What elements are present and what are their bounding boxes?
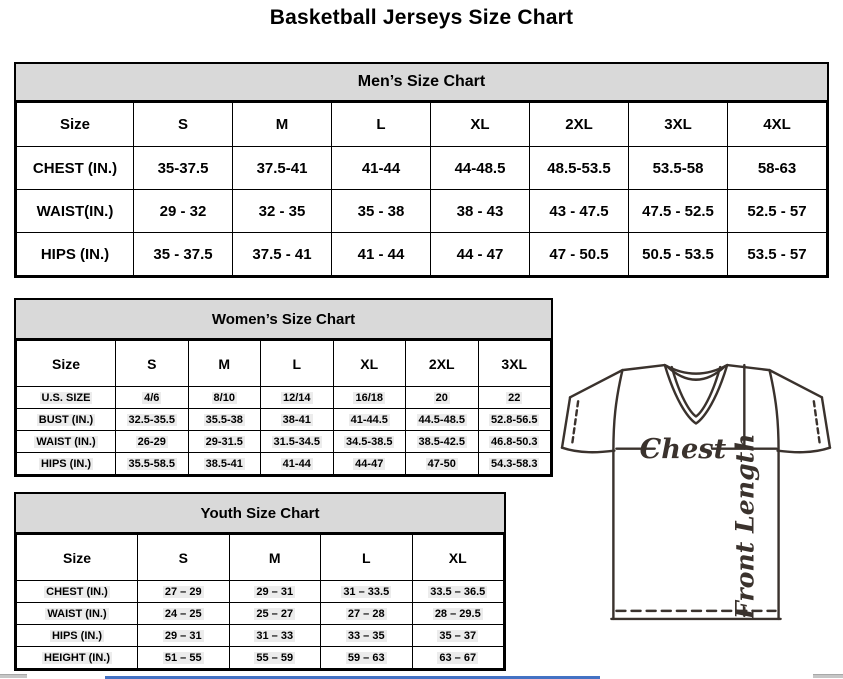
row-label: BUST (IN.) — [17, 409, 116, 431]
column-header: M — [233, 103, 332, 147]
column-header: Size — [17, 535, 138, 581]
size-value-cell: 28 – 29.5 — [412, 603, 504, 625]
size-value-cell: 12/14 — [261, 387, 334, 409]
jersey-outline-icon — [560, 360, 837, 624]
size-value-cell: 27 – 28 — [321, 603, 413, 625]
row-label: WAIST (IN.) — [17, 431, 116, 453]
size-value-cell: 46.8-50.3 — [478, 431, 551, 453]
size-value-cell: 44 - 47 — [431, 233, 530, 276]
column-header: XL — [431, 103, 530, 147]
size-value-cell: 33 – 35 — [321, 625, 413, 647]
size-value-cell: 31.5-34.5 — [261, 431, 334, 453]
column-header: 3XL — [478, 341, 551, 387]
size-value-cell: 31 – 33 — [229, 625, 321, 647]
youth-header-row — [17, 535, 504, 581]
size-value-cell: 35.5-58.5 — [116, 453, 189, 475]
mens-size-table — [16, 102, 827, 276]
table-row — [17, 387, 551, 409]
jersey-measurement-diagram — [560, 360, 837, 624]
page-title: Basketball Jerseys Size Chart — [269, 6, 574, 29]
column-header: 2XL — [406, 341, 479, 387]
size-value-cell: 44.5-48.5 — [406, 409, 479, 431]
size-value-cell: 29-31.5 — [188, 431, 261, 453]
column-header: S — [134, 103, 233, 147]
size-value-cell: 41-44 — [261, 453, 334, 475]
youth-size-chart — [14, 492, 506, 671]
size-value-cell: 54.3-58.3 — [478, 453, 551, 475]
size-value-cell: 16/18 — [333, 387, 406, 409]
row-label: CHEST (IN.) — [17, 581, 138, 603]
table-row — [17, 147, 827, 190]
size-value-cell: 31 – 33.5 — [321, 581, 413, 603]
size-value-cell: 38 - 43 — [431, 190, 530, 233]
mens-chart-title: Men’s Size Chart — [16, 64, 827, 102]
size-value-cell: 55 – 59 — [229, 647, 321, 669]
row-label: HEIGHT (IN.) — [17, 647, 138, 669]
chest-label: Chest — [639, 432, 727, 465]
size-value-cell: 43 - 47.5 — [530, 190, 629, 233]
size-value-cell: 47.5 - 52.5 — [629, 190, 728, 233]
size-value-cell: 37.5-41 — [233, 147, 332, 190]
size-value-cell: 22 — [478, 387, 551, 409]
size-value-cell: 52.8-56.5 — [478, 409, 551, 431]
table-row — [17, 625, 504, 647]
column-header: M — [229, 535, 321, 581]
size-value-cell: 38-41 — [261, 409, 334, 431]
column-header: 3XL — [629, 103, 728, 147]
size-value-cell: 47-50 — [406, 453, 479, 475]
size-value-cell: 53.5-58 — [629, 147, 728, 190]
size-value-cell: 35-37.5 — [134, 147, 233, 190]
size-value-cell: 51 – 55 — [138, 647, 230, 669]
column-header: L — [321, 535, 413, 581]
size-value-cell: 35 - 38 — [332, 190, 431, 233]
size-value-cell: 48.5-53.5 — [530, 147, 629, 190]
size-value-cell: 32.5-35.5 — [116, 409, 189, 431]
column-header: Size — [17, 341, 116, 387]
h-scrollbar-right-fragment[interactable] — [813, 674, 843, 678]
mens-header-row — [17, 103, 827, 147]
size-value-cell: 24 – 25 — [138, 603, 230, 625]
size-value-cell: 38.5-42.5 — [406, 431, 479, 453]
size-value-cell: 52.5 - 57 — [728, 190, 827, 233]
womens-chart-title: Women’s Size Chart — [16, 300, 551, 340]
row-label: WAIST(IN.) — [17, 190, 134, 233]
size-value-cell: 34.5-38.5 — [333, 431, 406, 453]
size-value-cell: 33.5 – 36.5 — [412, 581, 504, 603]
front-length-label: Front Length — [729, 433, 760, 620]
size-value-cell: 27 – 29 — [138, 581, 230, 603]
column-header: M — [188, 341, 261, 387]
youth-chart-title: Youth Size Chart — [16, 494, 504, 534]
column-header: L — [261, 341, 334, 387]
column-header: XL — [412, 535, 504, 581]
row-label: U.S. SIZE — [17, 387, 116, 409]
size-value-cell: 58-63 — [728, 147, 827, 190]
size-value-cell: 44-48.5 — [431, 147, 530, 190]
size-value-cell: 41-44.5 — [333, 409, 406, 431]
row-label: WAIST (IN.) — [17, 603, 138, 625]
mens-size-chart — [14, 62, 829, 278]
column-header: Size — [17, 103, 134, 147]
h-scrollbar-left-fragment[interactable] — [0, 674, 27, 678]
column-header: 2XL — [530, 103, 629, 147]
size-value-cell: 25 – 27 — [229, 603, 321, 625]
size-value-cell: 37.5 - 41 — [233, 233, 332, 276]
table-row — [17, 190, 827, 233]
column-header: 4XL — [728, 103, 827, 147]
column-header: XL — [333, 341, 406, 387]
size-value-cell: 44-47 — [333, 453, 406, 475]
size-value-cell: 29 - 32 — [134, 190, 233, 233]
table-row — [17, 233, 827, 276]
row-label: CHEST (IN.) — [17, 147, 134, 190]
size-value-cell: 35.5-38 — [188, 409, 261, 431]
youth-size-table — [16, 534, 504, 669]
size-value-cell: 35 - 37.5 — [134, 233, 233, 276]
size-value-cell: 26-29 — [116, 431, 189, 453]
size-value-cell: 50.5 - 53.5 — [629, 233, 728, 276]
size-value-cell: 53.5 - 57 — [728, 233, 827, 276]
size-value-cell: 4/6 — [116, 387, 189, 409]
size-value-cell: 20 — [406, 387, 479, 409]
table-row — [17, 409, 551, 431]
size-value-cell: 35 – 37 — [412, 625, 504, 647]
table-row — [17, 603, 504, 625]
size-value-cell: 8/10 — [188, 387, 261, 409]
womens-size-table — [16, 340, 551, 475]
womens-header-row — [17, 341, 551, 387]
column-header: S — [116, 341, 189, 387]
size-value-cell: 38.5-41 — [188, 453, 261, 475]
womens-size-chart — [14, 298, 553, 477]
size-value-cell: 63 – 67 — [412, 647, 504, 669]
size-value-cell: 59 – 63 — [321, 647, 413, 669]
size-value-cell: 41 - 44 — [332, 233, 431, 276]
row-label: HIPS (IN.) — [17, 453, 116, 475]
table-row — [17, 453, 551, 475]
size-value-cell: 41-44 — [332, 147, 431, 190]
size-value-cell: 29 – 31 — [138, 625, 230, 647]
table-row — [17, 581, 504, 603]
size-value-cell: 29 – 31 — [229, 581, 321, 603]
table-row — [17, 647, 504, 669]
size-value-cell: 47 - 50.5 — [530, 233, 629, 276]
column-header: S — [138, 535, 230, 581]
row-label: HIPS (IN.) — [17, 625, 138, 647]
table-row — [17, 431, 551, 453]
size-value-cell: 32 - 35 — [233, 190, 332, 233]
column-header: L — [332, 103, 431, 147]
row-label: HIPS (IN.) — [17, 233, 134, 276]
